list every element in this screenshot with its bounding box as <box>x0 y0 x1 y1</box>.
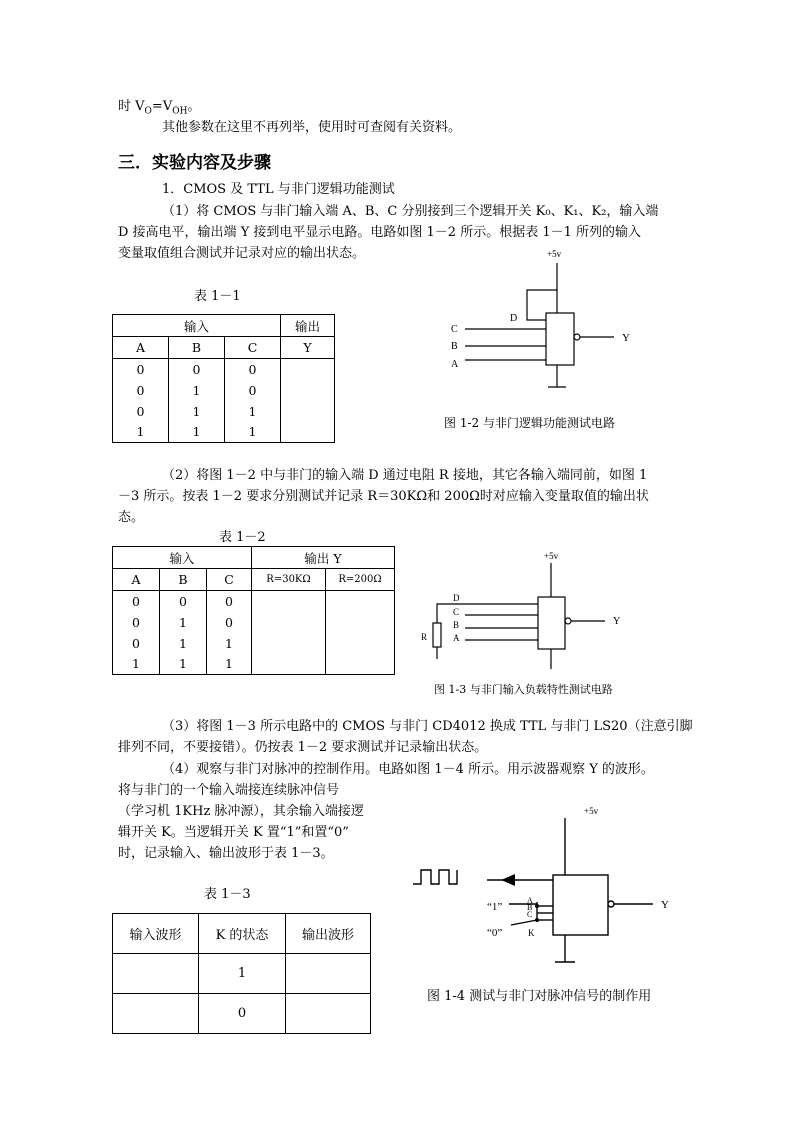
table2-cell <box>252 654 326 675</box>
table1-caption: 表 1－1 <box>194 289 241 304</box>
step4-line5: 时，记录输入、输出波形于表 1－3。 <box>118 846 334 861</box>
table1-head-output: 输出 <box>281 315 335 337</box>
pulse-waveform-icon <box>413 870 457 884</box>
table1-col: C <box>225 337 281 359</box>
table2-cell: 1 <box>207 654 252 675</box>
fig4-one-label: “1” <box>487 901 503 913</box>
paragraph-vo: 时 $V_O=V_{OH}$。 <box>118 99 201 117</box>
table2-cell <box>326 633 395 654</box>
table2-col: R=200Ω <box>326 569 395 591</box>
section-heading: 三．实验内容及步骤 <box>118 153 271 173</box>
table1-cell <box>281 380 335 401</box>
input-arrow-icon <box>501 874 515 886</box>
table2-cell <box>326 591 395 612</box>
table1-cell: 1 <box>169 380 225 401</box>
table1-cell: 1 <box>225 401 281 422</box>
table3-col: 输出波形 <box>286 914 371 954</box>
table3-cell: 1 <box>199 954 286 994</box>
table2-cell: 1 <box>160 612 207 633</box>
fig2-c-label: C <box>451 324 458 335</box>
figure-1-4-caption: 图 1-4 测试与非门对脉冲信号的制作用 <box>427 989 652 1004</box>
fig3-vcc-label: +5v <box>544 551 559 561</box>
fig4-k-label: K <box>528 928 535 938</box>
step3-line1: （3）将图 1－3 所示电路中的 CMOS 与非门 CD4012 换成 TTL 与非门 LS20（注意引脚 <box>162 719 693 734</box>
table1-cell: 0 <box>113 359 169 380</box>
table3-cell <box>113 994 199 1034</box>
step3-line2: 排列不同，不要接错）。仍按表 1－2 要求测试并记录输出状态。 <box>118 740 488 755</box>
table2-cell: 1 <box>207 633 252 654</box>
fig4-a-label: A <box>527 896 533 905</box>
table2-col: B <box>160 569 207 591</box>
fig2-d-label: D <box>510 313 518 324</box>
fig4-vcc-label: +5v <box>584 806 599 816</box>
table1-cell: 0 <box>225 380 281 401</box>
table2-cell: 0 <box>160 591 207 612</box>
paragraph-other-params: 其他参数在这里不再列举，使用时可查阅有关资料。 <box>162 120 462 135</box>
table2-head-output: 输出 Y <box>252 547 395 569</box>
fig4-y-label: Y <box>661 899 669 911</box>
table2-cell <box>326 612 395 633</box>
figure-1-3-caption: 图 1-3 与非门输入负载特性测试电路 <box>434 683 613 696</box>
table1-cell <box>281 422 335 443</box>
table1-cell: 1 <box>169 422 225 443</box>
fig2-b-label: B <box>451 341 458 352</box>
step1-line3: 变量取值组合测试并记录对应的输出状态。 <box>118 246 366 261</box>
table1-cell: 1 <box>169 401 225 422</box>
table3-cell <box>286 954 371 994</box>
table1-cell: 0 <box>225 359 281 380</box>
fig3-c-label: C <box>453 607 460 617</box>
table1-cell: 0 <box>113 380 169 401</box>
table2-col: A <box>113 569 160 591</box>
table1-col: A <box>113 337 169 359</box>
table2-cell: 0 <box>113 612 160 633</box>
table-1-2 <box>112 546 395 675</box>
table2-head-input: 输入 <box>113 547 252 569</box>
table3-col: 输入波形 <box>113 914 199 954</box>
step4-line1: （4）观察与非门对脉冲的控制作用。电路如图 1－4 所示。用示波器观察 Y 的波形。 <box>162 762 654 777</box>
figure-1-2-circuit <box>430 245 670 395</box>
table3-cell <box>113 954 199 994</box>
step1-line1: （1）将 CMOS 与非门输入端 A、B、C 分别接到三个逻辑开关 K₀、K₁、K₂，输入端 <box>162 204 659 219</box>
table1-cell: 0 <box>113 401 169 422</box>
figure-1-4-circuit <box>405 800 695 970</box>
fig4-zero-label: “0” <box>487 927 503 939</box>
table2-cell <box>326 654 395 675</box>
fig3-y-label: Y <box>613 616 621 627</box>
table3-col: K 的状态 <box>199 914 286 954</box>
table2-cell: 0 <box>113 591 160 612</box>
table3-caption: 表 1－3 <box>204 887 251 902</box>
table1-head-input: 输入 <box>113 315 281 337</box>
table2-cell <box>252 612 326 633</box>
table2-cell <box>252 591 326 612</box>
fig2-a-label: A <box>451 359 459 370</box>
step2-line2: －3 所示。按表 1－2 要求分别测试并记录 R＝30KΩ和 200Ω时对应输入变量取值的输出状 <box>118 489 649 504</box>
step2-line3: 态。 <box>118 510 145 525</box>
table1-cell: 0 <box>169 359 225 380</box>
table1-col: B <box>169 337 225 359</box>
figure-1-2-caption: 图 1-2 与非门逻辑功能测试电路 <box>444 416 615 430</box>
table3-cell <box>286 994 371 1034</box>
table2-cell <box>252 633 326 654</box>
table1-cell: 1 <box>113 422 169 443</box>
table-1-1 <box>112 314 335 443</box>
table1-col: Y <box>281 337 335 359</box>
table3-cell: 0 <box>199 994 286 1034</box>
step4-line4: 辑开关 K。当逻辑开关 K 置“1”和置“0” <box>118 825 349 840</box>
table2-cell: 1 <box>160 633 207 654</box>
table1-cell: 1 <box>225 422 281 443</box>
subsection-title: 1．CMOS 及 TTL 与非门逻辑功能测试 <box>162 182 395 197</box>
step4-line3: （学习机 1KHz 脉冲源），其余输入端接逻 <box>118 804 364 819</box>
table2-cell: 1 <box>113 654 160 675</box>
table2-col: C <box>207 569 252 591</box>
fig3-d-label: D <box>453 593 460 603</box>
fig3-b-label: B <box>453 620 460 630</box>
table2-cell: 0 <box>113 633 160 654</box>
step1-line2: D 接高电平，输出端 Y 接到电平显示电路。电路如图 1－2 所示。根据表 1－1 所列的输入 <box>118 225 642 240</box>
fig3-r-label: R <box>421 632 428 642</box>
table-1-3 <box>112 913 371 1034</box>
table2-caption: 表 1－2 <box>219 530 266 545</box>
figure-1-3-circuit <box>415 545 645 675</box>
table2-cell: 1 <box>160 654 207 675</box>
table2-col: R=30KΩ <box>252 569 326 591</box>
step4-line2: 将与非门的一个输入端接连续脉冲信号 <box>118 783 340 798</box>
fig2-vcc-label: +5v <box>547 249 562 259</box>
fig3-a-label: A <box>453 633 460 643</box>
table1-cell <box>281 401 335 422</box>
table2-cell: 0 <box>207 591 252 612</box>
table2-cell: 0 <box>207 612 252 633</box>
fig4-c-label: C <box>527 910 533 919</box>
fig4-b-label: B <box>527 903 533 912</box>
table1-cell <box>281 359 335 380</box>
step2-line1: （2）将图 1－2 中与非门的输入端 D 通过电阻 R 接地，其它各输入端同前，如图 1 <box>162 468 648 483</box>
fig2-y-label: Y <box>622 332 630 344</box>
